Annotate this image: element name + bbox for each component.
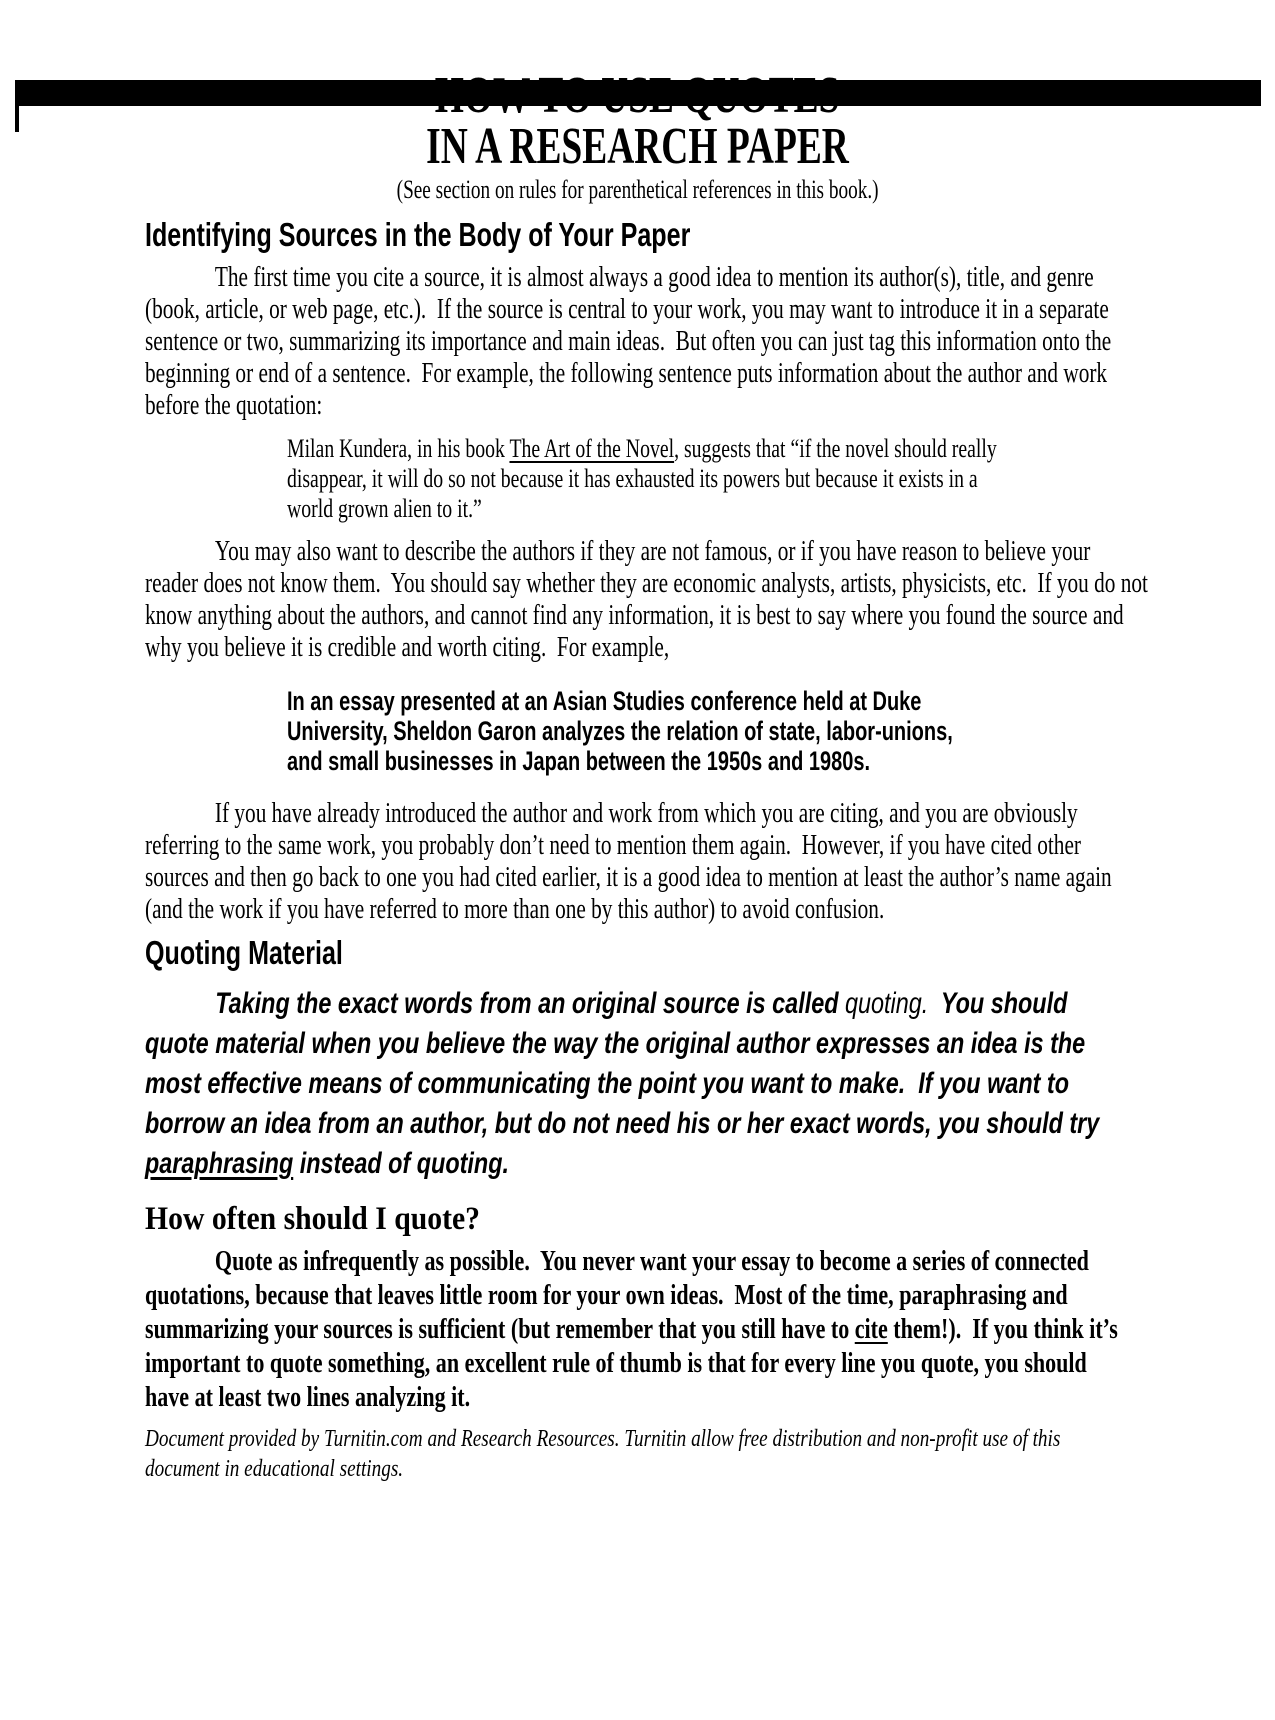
document-subtitle: (See section on rules for parenthetical references in this book.): [396, 175, 879, 204]
paragraph-quote-advice: Quote as infrequently as possible. You never want your essay to become a series of connected quotations, because that leaves little room for your own ideas. Most of the time, paraphrasing and summarizing your sources is sufficient (but remember that you still have to cite them!). If you think it’s important to quote something, an excellent rule of thumb is that for every line you quote, you should have at least two lines analyzing it.: [145, 1245, 1124, 1413]
paragraph-already-introduced: If you have already introduced the author and work from which you are citing, and you are obviously referring to the same work, you probably don’t need to mention them again. However, if you have cited other sources and then go back to one you had cited earlier, it is a good idea to mention at least the author’s name again (and the work if you have referred to more than one by this author) to avoid confusion.: [145, 798, 1118, 925]
paragraph-describe-authors: You may also want to describe the authors if they are not famous, or if you have reason to believe your reader does not know them. You should say whether they are economic analysts, artists, physicists, etc. If you do not know anything about the authors, and cannot find any information, it is best to say where you found the source and why you believe it is credible and worth citing. For example,: [145, 536, 1154, 663]
book-title-underlined: The Art of the Novel: [509, 434, 675, 463]
document-page: [0, 67, 1275, 1484]
term-paraphrasing-underlined: paraphrasing: [145, 1147, 294, 1180]
blockquote-kundera: [287, 434, 1017, 524]
title-line-1: HOW TO USE QUOTES: [435, 67, 840, 124]
quote-pre: Milan Kundera, in his book: [287, 434, 510, 463]
heading-identifying-sources: Identifying Sources in the Body of Your Paper: [145, 216, 691, 253]
term-quoting: quoting.: [845, 987, 929, 1020]
paragraph-first-cite: The first time you cite a source, it is almost always a good idea to mention its author(s), title, and genre (book, article, or web page, etc.). If the source is central to your work, you may want to introduce it in a separate sentence or two, summarizing its importance and main ideas. But often you can just tag this information onto the beginning or end of a sentence. For example, the following sentence puts information about the author and work before the quotation:: [145, 262, 1117, 421]
subheading-how-often: How often should I quote?: [145, 1201, 481, 1237]
term-cite-underlined: cite: [854, 1313, 888, 1345]
paragraph-quoting-intro: Taking the exact words from an original source is called quoting. You should quote material when you believe the way the original author expresses an idea is the most effective means of communicating the point you want to make. If you want to borrow an idea from an author, but do not need his or her exact words, you should try paraphrasing instead of quoting.: [145, 987, 1106, 1180]
title-line-2: IN A RESEARCH PAPER: [426, 118, 849, 175]
scan-artifact-tick: [15, 106, 19, 132]
quote-post: , suggests that “if the novel should really disappear, it will do so not because it has exhausted its powers but because it exists in a world grown alien to it.”: [287, 434, 1002, 523]
blockquote-garon: In an essay presented at an Asian Studies conference held at Duke University, Sheldon Garon analyzes the relation of state, labor-unions, and small businesses in Japan between the 1950s and 1980s.: [287, 686, 959, 776]
heading-quoting-material: Quoting Material: [145, 934, 343, 971]
footer-attribution: Document provided by Turnitin.com and Research Resources. Turnitin allow free distribution and non-profit use of this document in educational settings.: [145, 1426, 1066, 1482]
